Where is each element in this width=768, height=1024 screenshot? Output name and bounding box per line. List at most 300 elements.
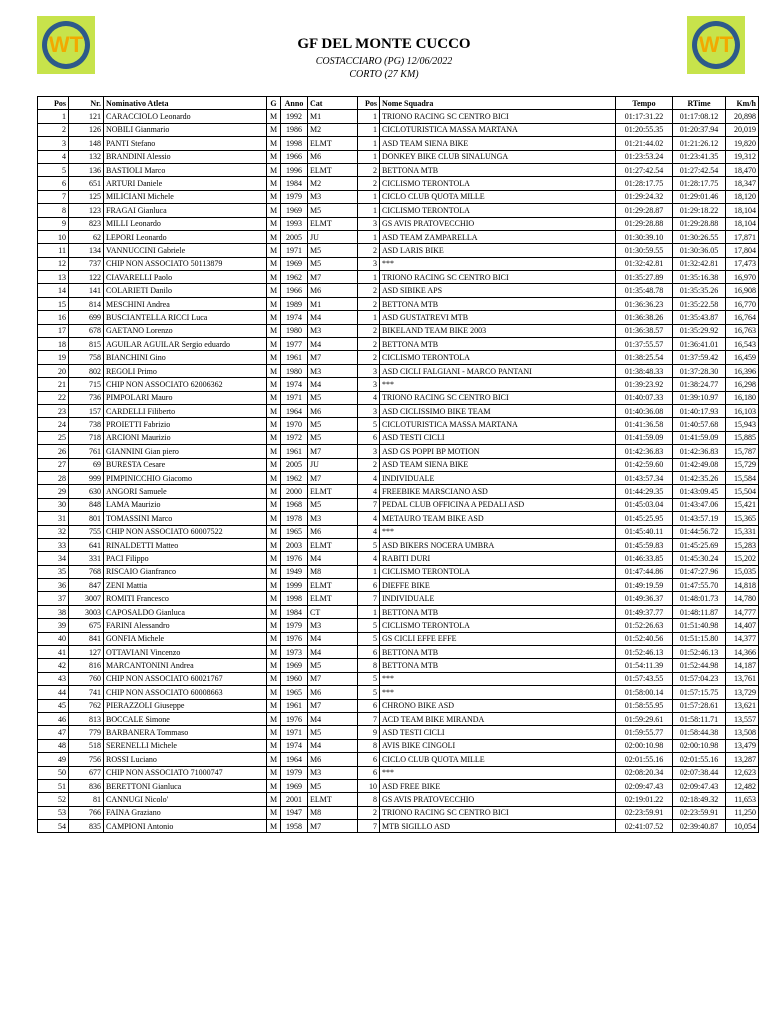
cell-pos: 45 bbox=[38, 699, 69, 712]
cell-athlete: PANTI Stefano bbox=[104, 137, 267, 150]
cell-pos: 8 bbox=[38, 204, 69, 217]
cell-bib: 125 bbox=[69, 190, 104, 203]
header-category: Cat bbox=[308, 97, 358, 110]
cell-gender: M bbox=[267, 619, 281, 632]
cell-time: 01:29:28.87 bbox=[616, 204, 673, 217]
svg-text:WT: WT bbox=[698, 32, 734, 57]
cell-category-pos: 1 bbox=[358, 190, 380, 203]
cell-category-pos: 3 bbox=[358, 364, 380, 377]
cell-gender: M bbox=[267, 592, 281, 605]
cell-athlete: BASTIOLI Marco bbox=[104, 163, 267, 176]
cell-year: 1968 bbox=[281, 498, 308, 511]
cell-real-time: 01:30:26.55 bbox=[673, 230, 726, 243]
cell-pos: 39 bbox=[38, 619, 69, 632]
cell-year: 1961 bbox=[281, 351, 308, 364]
cell-pos: 27 bbox=[38, 458, 69, 471]
cell-real-time: 01:44:56.72 bbox=[673, 525, 726, 538]
cell-team: *** bbox=[380, 686, 616, 699]
cell-gender: M bbox=[267, 418, 281, 431]
cell-year: 1989 bbox=[281, 297, 308, 310]
cell-gender: M bbox=[267, 726, 281, 739]
cell-real-time: 01:32:42.81 bbox=[673, 257, 726, 270]
cell-category: ELMT bbox=[308, 217, 358, 230]
cell-real-time: 02:39:40.87 bbox=[673, 820, 726, 833]
table-row bbox=[38, 565, 759, 578]
cell-gender: M bbox=[267, 137, 281, 150]
cell-team: INDIVIDUALE bbox=[380, 592, 616, 605]
cell-gender: M bbox=[267, 311, 281, 324]
cell-time: 01:27:42.54 bbox=[616, 163, 673, 176]
cell-category: M2 bbox=[308, 123, 358, 136]
cell-team: AVIS BIKE CINGOLI bbox=[380, 739, 616, 752]
cell-gender: M bbox=[267, 485, 281, 498]
cell-speed: 17,871 bbox=[726, 230, 759, 243]
cell-team: ASD TESTI CICLI bbox=[380, 726, 616, 739]
cell-year: 1998 bbox=[281, 592, 308, 605]
cell-team: CICLISMO TERONTOLA bbox=[380, 351, 616, 364]
cell-category-pos: 3 bbox=[358, 445, 380, 458]
cell-time: 02:23:59.91 bbox=[616, 806, 673, 819]
cell-team: PEDAL CLUB OFFICINA A PEDALI ASD bbox=[380, 498, 616, 511]
table-row bbox=[38, 485, 759, 498]
cell-time: 01:57:43.55 bbox=[616, 672, 673, 685]
table-row bbox=[38, 646, 759, 659]
cell-bib: 823 bbox=[69, 217, 104, 230]
cell-time: 01:52:26.63 bbox=[616, 619, 673, 632]
table-row bbox=[38, 110, 759, 123]
cell-year: 1979 bbox=[281, 619, 308, 632]
table-row bbox=[38, 257, 759, 270]
cell-category: M7 bbox=[308, 672, 358, 685]
cell-team: ASD CICLI FALGIANI - MARCO PANTANI bbox=[380, 364, 616, 377]
cell-category-pos: 4 bbox=[358, 552, 380, 565]
table-row bbox=[38, 123, 759, 136]
cell-athlete: ROMITI Francesco bbox=[104, 592, 267, 605]
cell-time: 02:41:07.52 bbox=[616, 820, 673, 833]
cell-real-time: 01:29:28.88 bbox=[673, 217, 726, 230]
table-row bbox=[38, 712, 759, 725]
cell-gender: M bbox=[267, 297, 281, 310]
cell-team: GS CICLI EFFE EFFE bbox=[380, 632, 616, 645]
cell-year: 1984 bbox=[281, 177, 308, 190]
cell-gender: M bbox=[267, 338, 281, 351]
cell-athlete: CARDELLI Filiberto bbox=[104, 404, 267, 417]
cell-category: M5 bbox=[308, 391, 358, 404]
cell-bib: 848 bbox=[69, 498, 104, 511]
cell-category-pos: 5 bbox=[358, 418, 380, 431]
cell-speed: 13,508 bbox=[726, 726, 759, 739]
cell-bib: 132 bbox=[69, 150, 104, 163]
cell-real-time: 01:42:35.26 bbox=[673, 471, 726, 484]
cell-time: 01:42:36.83 bbox=[616, 445, 673, 458]
cell-pos: 43 bbox=[38, 672, 69, 685]
cell-speed: 15,584 bbox=[726, 471, 759, 484]
cell-time: 01:52:46.13 bbox=[616, 646, 673, 659]
cell-speed: 15,202 bbox=[726, 552, 759, 565]
table-row bbox=[38, 659, 759, 672]
table-row bbox=[38, 445, 759, 458]
cell-speed: 14,407 bbox=[726, 619, 759, 632]
cell-bib: 715 bbox=[69, 378, 104, 391]
cell-category-pos: 9 bbox=[358, 726, 380, 739]
table-row bbox=[38, 351, 759, 364]
cell-time: 01:58:55.95 bbox=[616, 699, 673, 712]
cell-category: M4 bbox=[308, 311, 358, 324]
cell-bib: 768 bbox=[69, 565, 104, 578]
cell-pos: 22 bbox=[38, 391, 69, 404]
cell-pos: 16 bbox=[38, 311, 69, 324]
cell-speed: 11,250 bbox=[726, 806, 759, 819]
table-row bbox=[38, 605, 759, 618]
cell-time: 01:52:40.56 bbox=[616, 632, 673, 645]
cell-year: 1973 bbox=[281, 646, 308, 659]
cell-time: 01:38:25.54 bbox=[616, 351, 673, 364]
cell-time: 01:23:53.24 bbox=[616, 150, 673, 163]
table-row bbox=[38, 779, 759, 792]
cell-speed: 14,818 bbox=[726, 579, 759, 592]
cell-real-time: 01:28:17.75 bbox=[673, 177, 726, 190]
cell-athlete: CHIP NON ASSOCIATO 60008663 bbox=[104, 686, 267, 699]
cell-year: 1966 bbox=[281, 284, 308, 297]
cell-pos: 31 bbox=[38, 512, 69, 525]
cell-pos: 37 bbox=[38, 592, 69, 605]
cell-gender: M bbox=[267, 525, 281, 538]
cell-team: ASD TESTI CICLI bbox=[380, 431, 616, 444]
cell-speed: 16,764 bbox=[726, 311, 759, 324]
header-speed: Km/h bbox=[726, 97, 759, 110]
cell-team: ASD SIBIKE APS bbox=[380, 284, 616, 297]
cell-gender: M bbox=[267, 793, 281, 806]
cell-gender: M bbox=[267, 110, 281, 123]
cell-category: JU bbox=[308, 230, 358, 243]
cell-athlete: GAETANO Lorenzo bbox=[104, 324, 267, 337]
cell-time: 01:36:38.57 bbox=[616, 324, 673, 337]
cell-gender: M bbox=[267, 458, 281, 471]
cell-speed: 15,943 bbox=[726, 418, 759, 431]
cell-category: M4 bbox=[308, 646, 358, 659]
cell-team: CICLISMO TERONTOLA bbox=[380, 177, 616, 190]
cell-gender: M bbox=[267, 230, 281, 243]
cell-team: GS AVIS PRATOVECCHIO bbox=[380, 217, 616, 230]
cell-category: M3 bbox=[308, 619, 358, 632]
cell-bib: 816 bbox=[69, 659, 104, 672]
cell-category-pos: 2 bbox=[358, 297, 380, 310]
cell-real-time: 01:29:18.22 bbox=[673, 204, 726, 217]
cell-speed: 15,035 bbox=[726, 565, 759, 578]
cell-bib: 675 bbox=[69, 619, 104, 632]
cell-gender: M bbox=[267, 753, 281, 766]
cell-real-time: 01:37:28.30 bbox=[673, 364, 726, 377]
cell-athlete: ZENI Mattia bbox=[104, 579, 267, 592]
cell-speed: 15,421 bbox=[726, 498, 759, 511]
cell-category-pos: 3 bbox=[358, 378, 380, 391]
cell-bib: 756 bbox=[69, 753, 104, 766]
cell-gender: M bbox=[267, 177, 281, 190]
table-row bbox=[38, 431, 759, 444]
cell-time: 01:49:37.77 bbox=[616, 605, 673, 618]
cell-bib: 760 bbox=[69, 672, 104, 685]
cell-speed: 13,729 bbox=[726, 686, 759, 699]
cell-time: 01:45:03.04 bbox=[616, 498, 673, 511]
cell-gender: M bbox=[267, 404, 281, 417]
cell-category-pos: 3 bbox=[358, 257, 380, 270]
cell-athlete: REGOLI Primo bbox=[104, 364, 267, 377]
cell-gender: M bbox=[267, 579, 281, 592]
cell-year: 1976 bbox=[281, 552, 308, 565]
cell-pos: 44 bbox=[38, 686, 69, 699]
cell-bib: 847 bbox=[69, 579, 104, 592]
cell-time: 01:41:36.58 bbox=[616, 418, 673, 431]
cell-category-pos: 5 bbox=[358, 632, 380, 645]
cell-gender: M bbox=[267, 364, 281, 377]
table-row bbox=[38, 753, 759, 766]
cell-category-pos: 1 bbox=[358, 230, 380, 243]
cell-category-pos: 6 bbox=[358, 753, 380, 766]
cell-athlete: OTTAVIANI Vincenzo bbox=[104, 646, 267, 659]
cell-category: M7 bbox=[308, 271, 358, 284]
cell-bib: 836 bbox=[69, 779, 104, 792]
cell-time: 01:35:48.78 bbox=[616, 284, 673, 297]
cell-team: BETTONA MTB bbox=[380, 659, 616, 672]
cell-real-time: 02:07:38.44 bbox=[673, 766, 726, 779]
cell-bib: 761 bbox=[69, 445, 104, 458]
cell-time: 01:35:27.89 bbox=[616, 271, 673, 284]
cell-year: 1960 bbox=[281, 672, 308, 685]
cell-speed: 17,473 bbox=[726, 257, 759, 270]
cell-speed: 14,187 bbox=[726, 659, 759, 672]
table-row bbox=[38, 806, 759, 819]
cell-time: 02:19:01.22 bbox=[616, 793, 673, 806]
cell-year: 1979 bbox=[281, 190, 308, 203]
cell-real-time: 01:35:22.58 bbox=[673, 297, 726, 310]
cell-bib: 758 bbox=[69, 351, 104, 364]
cell-team: ASD GUSTATREVI MTB bbox=[380, 311, 616, 324]
cell-time: 01:43:57.34 bbox=[616, 471, 673, 484]
cell-speed: 16,459 bbox=[726, 351, 759, 364]
table-row bbox=[38, 324, 759, 337]
cell-category: M4 bbox=[308, 338, 358, 351]
cell-category: M5 bbox=[308, 498, 358, 511]
cell-athlete: GIANNINI Gian piero bbox=[104, 445, 267, 458]
cell-category: M4 bbox=[308, 739, 358, 752]
cell-year: 1964 bbox=[281, 404, 308, 417]
cell-pos: 52 bbox=[38, 793, 69, 806]
header-pos: Pos bbox=[38, 97, 69, 110]
cell-speed: 20,898 bbox=[726, 110, 759, 123]
cell-category: M7 bbox=[308, 471, 358, 484]
cell-pos: 40 bbox=[38, 632, 69, 645]
cell-team: BETTONA MTB bbox=[380, 163, 616, 176]
cell-pos: 12 bbox=[38, 257, 69, 270]
cell-category: M2 bbox=[308, 177, 358, 190]
cell-real-time: 01:42:36.83 bbox=[673, 445, 726, 458]
cell-real-time: 01:42:49.08 bbox=[673, 458, 726, 471]
cell-pos: 24 bbox=[38, 418, 69, 431]
cell-real-time: 02:09:47.43 bbox=[673, 779, 726, 792]
cell-speed: 16,763 bbox=[726, 324, 759, 337]
cell-athlete: BURESTA Cesare bbox=[104, 458, 267, 471]
cell-real-time: 01:58:11.71 bbox=[673, 712, 726, 725]
table-row bbox=[38, 150, 759, 163]
cell-team: DIEFFE BIKE bbox=[380, 579, 616, 592]
cell-real-time: 02:23:59.91 bbox=[673, 806, 726, 819]
table-row bbox=[38, 579, 759, 592]
cell-category: JU bbox=[308, 458, 358, 471]
cell-time: 01:21:44.02 bbox=[616, 137, 673, 150]
table-row bbox=[38, 230, 759, 243]
cell-time: 02:01:55.16 bbox=[616, 753, 673, 766]
cell-speed: 15,504 bbox=[726, 485, 759, 498]
cell-athlete: SERENELLI Michele bbox=[104, 739, 267, 752]
cell-time: 01:45:59.83 bbox=[616, 538, 673, 551]
cell-category: M5 bbox=[308, 244, 358, 257]
cell-team: GS AVIS PRATOVECCHIO bbox=[380, 793, 616, 806]
cell-speed: 16,180 bbox=[726, 391, 759, 404]
cell-athlete: BARBANERA Tommaso bbox=[104, 726, 267, 739]
cell-time: 01:54:11.39 bbox=[616, 659, 673, 672]
cell-speed: 18,104 bbox=[726, 217, 759, 230]
cell-speed: 17,804 bbox=[726, 244, 759, 257]
cell-category-pos: 1 bbox=[358, 605, 380, 618]
table-row bbox=[38, 498, 759, 511]
cell-team: TRIONO RACING SC CENTRO BICI bbox=[380, 110, 616, 123]
cell-gender: M bbox=[267, 632, 281, 645]
cell-bib: 136 bbox=[69, 163, 104, 176]
cell-pos: 49 bbox=[38, 753, 69, 766]
table-row bbox=[38, 538, 759, 551]
cell-category-pos: 1 bbox=[358, 311, 380, 324]
cell-category-pos: 2 bbox=[358, 284, 380, 297]
cell-year: 1999 bbox=[281, 579, 308, 592]
cell-pos: 21 bbox=[38, 378, 69, 391]
cell-real-time: 01:35:43.87 bbox=[673, 311, 726, 324]
cell-speed: 13,557 bbox=[726, 712, 759, 725]
cell-time: 02:08:20.34 bbox=[616, 766, 673, 779]
cell-real-time: 01:29:01.46 bbox=[673, 190, 726, 203]
cell-year: 1980 bbox=[281, 364, 308, 377]
cell-category: M5 bbox=[308, 257, 358, 270]
cell-bib: 737 bbox=[69, 257, 104, 270]
cell-category-pos: 10 bbox=[358, 779, 380, 792]
cell-category-pos: 5 bbox=[358, 619, 380, 632]
cell-athlete: CAMPIONI Antonio bbox=[104, 820, 267, 833]
cell-team: CICLO CLUB QUOTA MILLE bbox=[380, 753, 616, 766]
cell-pos: 26 bbox=[38, 445, 69, 458]
table-row bbox=[38, 699, 759, 712]
cell-year: 1949 bbox=[281, 565, 308, 578]
cell-bib: 999 bbox=[69, 471, 104, 484]
cell-athlete: RISCAIO Gianfranco bbox=[104, 565, 267, 578]
cell-category: M3 bbox=[308, 766, 358, 779]
cell-real-time: 01:57:15.75 bbox=[673, 686, 726, 699]
cell-category: M5 bbox=[308, 659, 358, 672]
cell-speed: 20,019 bbox=[726, 123, 759, 136]
cell-speed: 15,331 bbox=[726, 525, 759, 538]
cell-athlete: BRANDINI Alessio bbox=[104, 150, 267, 163]
cell-year: 1958 bbox=[281, 820, 308, 833]
cell-category: ELMT bbox=[308, 163, 358, 176]
cell-category: M6 bbox=[308, 404, 358, 417]
cell-category-pos: 4 bbox=[358, 512, 380, 525]
cell-category-pos: 2 bbox=[358, 806, 380, 819]
cell-category-pos: 6 bbox=[358, 646, 380, 659]
cell-real-time: 01:57:28.61 bbox=[673, 699, 726, 712]
cell-athlete: CHIP NON ASSOCIATO 50113879 bbox=[104, 257, 267, 270]
cell-real-time: 01:48:01.73 bbox=[673, 592, 726, 605]
document-title: GF DEL MONTE CUCCO bbox=[297, 36, 471, 52]
cell-category: M1 bbox=[308, 110, 358, 123]
cell-pos: 4 bbox=[38, 150, 69, 163]
cell-athlete: CHIP NON ASSOCIATO 60021767 bbox=[104, 672, 267, 685]
cell-gender: M bbox=[267, 605, 281, 618]
cell-team: BETTONA MTB bbox=[380, 297, 616, 310]
cell-athlete: CIAVARELLI Paolo bbox=[104, 271, 267, 284]
header-category-pos: Pos bbox=[358, 97, 380, 110]
cell-pos: 34 bbox=[38, 552, 69, 565]
cell-time: 01:40:36.08 bbox=[616, 404, 673, 417]
cell-speed: 16,970 bbox=[726, 271, 759, 284]
cell-gender: M bbox=[267, 512, 281, 525]
cell-category: M4 bbox=[308, 712, 358, 725]
cell-athlete: ROSSI Luciano bbox=[104, 753, 267, 766]
cell-pos: 36 bbox=[38, 579, 69, 592]
cell-speed: 15,885 bbox=[726, 431, 759, 444]
cell-athlete: BOCCALE Simone bbox=[104, 712, 267, 725]
cell-time: 02:09:47.43 bbox=[616, 779, 673, 792]
cell-athlete: CANNUGI Nicolo' bbox=[104, 793, 267, 806]
cell-gender: M bbox=[267, 257, 281, 270]
cell-speed: 16,770 bbox=[726, 297, 759, 310]
cell-category-pos: 2 bbox=[358, 163, 380, 176]
cell-time: 01:38:48.33 bbox=[616, 364, 673, 377]
cell-speed: 14,780 bbox=[726, 592, 759, 605]
cell-real-time: 01:35:35.26 bbox=[673, 284, 726, 297]
cell-category-pos: 5 bbox=[358, 538, 380, 551]
location-date: COSTACCIARO (PG) 12/06/2022 bbox=[315, 56, 453, 67]
cell-year: 1966 bbox=[281, 150, 308, 163]
cell-bib: 766 bbox=[69, 806, 104, 819]
table-row bbox=[38, 204, 759, 217]
cell-speed: 16,396 bbox=[726, 364, 759, 377]
cell-category: M8 bbox=[308, 806, 358, 819]
cell-athlete: MILLI Leonardo bbox=[104, 217, 267, 230]
cell-real-time: 01:52:44.98 bbox=[673, 659, 726, 672]
cell-athlete: PACI Filippo bbox=[104, 552, 267, 565]
cell-real-time: 02:01:55.16 bbox=[673, 753, 726, 766]
cell-time: 01:45:40.11 bbox=[616, 525, 673, 538]
cell-pos: 38 bbox=[38, 605, 69, 618]
cell-time: 01:28:17.75 bbox=[616, 177, 673, 190]
cell-gender: M bbox=[267, 659, 281, 672]
cell-year: 1970 bbox=[281, 418, 308, 431]
cell-athlete: CHIP NON ASSOCIATO 60007522 bbox=[104, 525, 267, 538]
cell-category: M6 bbox=[308, 753, 358, 766]
cell-category-pos: 2 bbox=[358, 244, 380, 257]
cell-gender: M bbox=[267, 686, 281, 699]
cell-pos: 1 bbox=[38, 110, 69, 123]
header-athlete: Nominativo Atleta bbox=[104, 97, 267, 110]
cell-year: 1996 bbox=[281, 163, 308, 176]
cell-real-time: 02:00:10.98 bbox=[673, 739, 726, 752]
cell-time: 01:49:36.37 bbox=[616, 592, 673, 605]
cell-gender: M bbox=[267, 646, 281, 659]
table-row bbox=[38, 190, 759, 203]
table-row bbox=[38, 378, 759, 391]
cell-category-pos: 5 bbox=[358, 686, 380, 699]
cell-team: ASD CICLISSIMO BIKE TEAM bbox=[380, 404, 616, 417]
cell-speed: 14,777 bbox=[726, 605, 759, 618]
cell-year: 2003 bbox=[281, 538, 308, 551]
